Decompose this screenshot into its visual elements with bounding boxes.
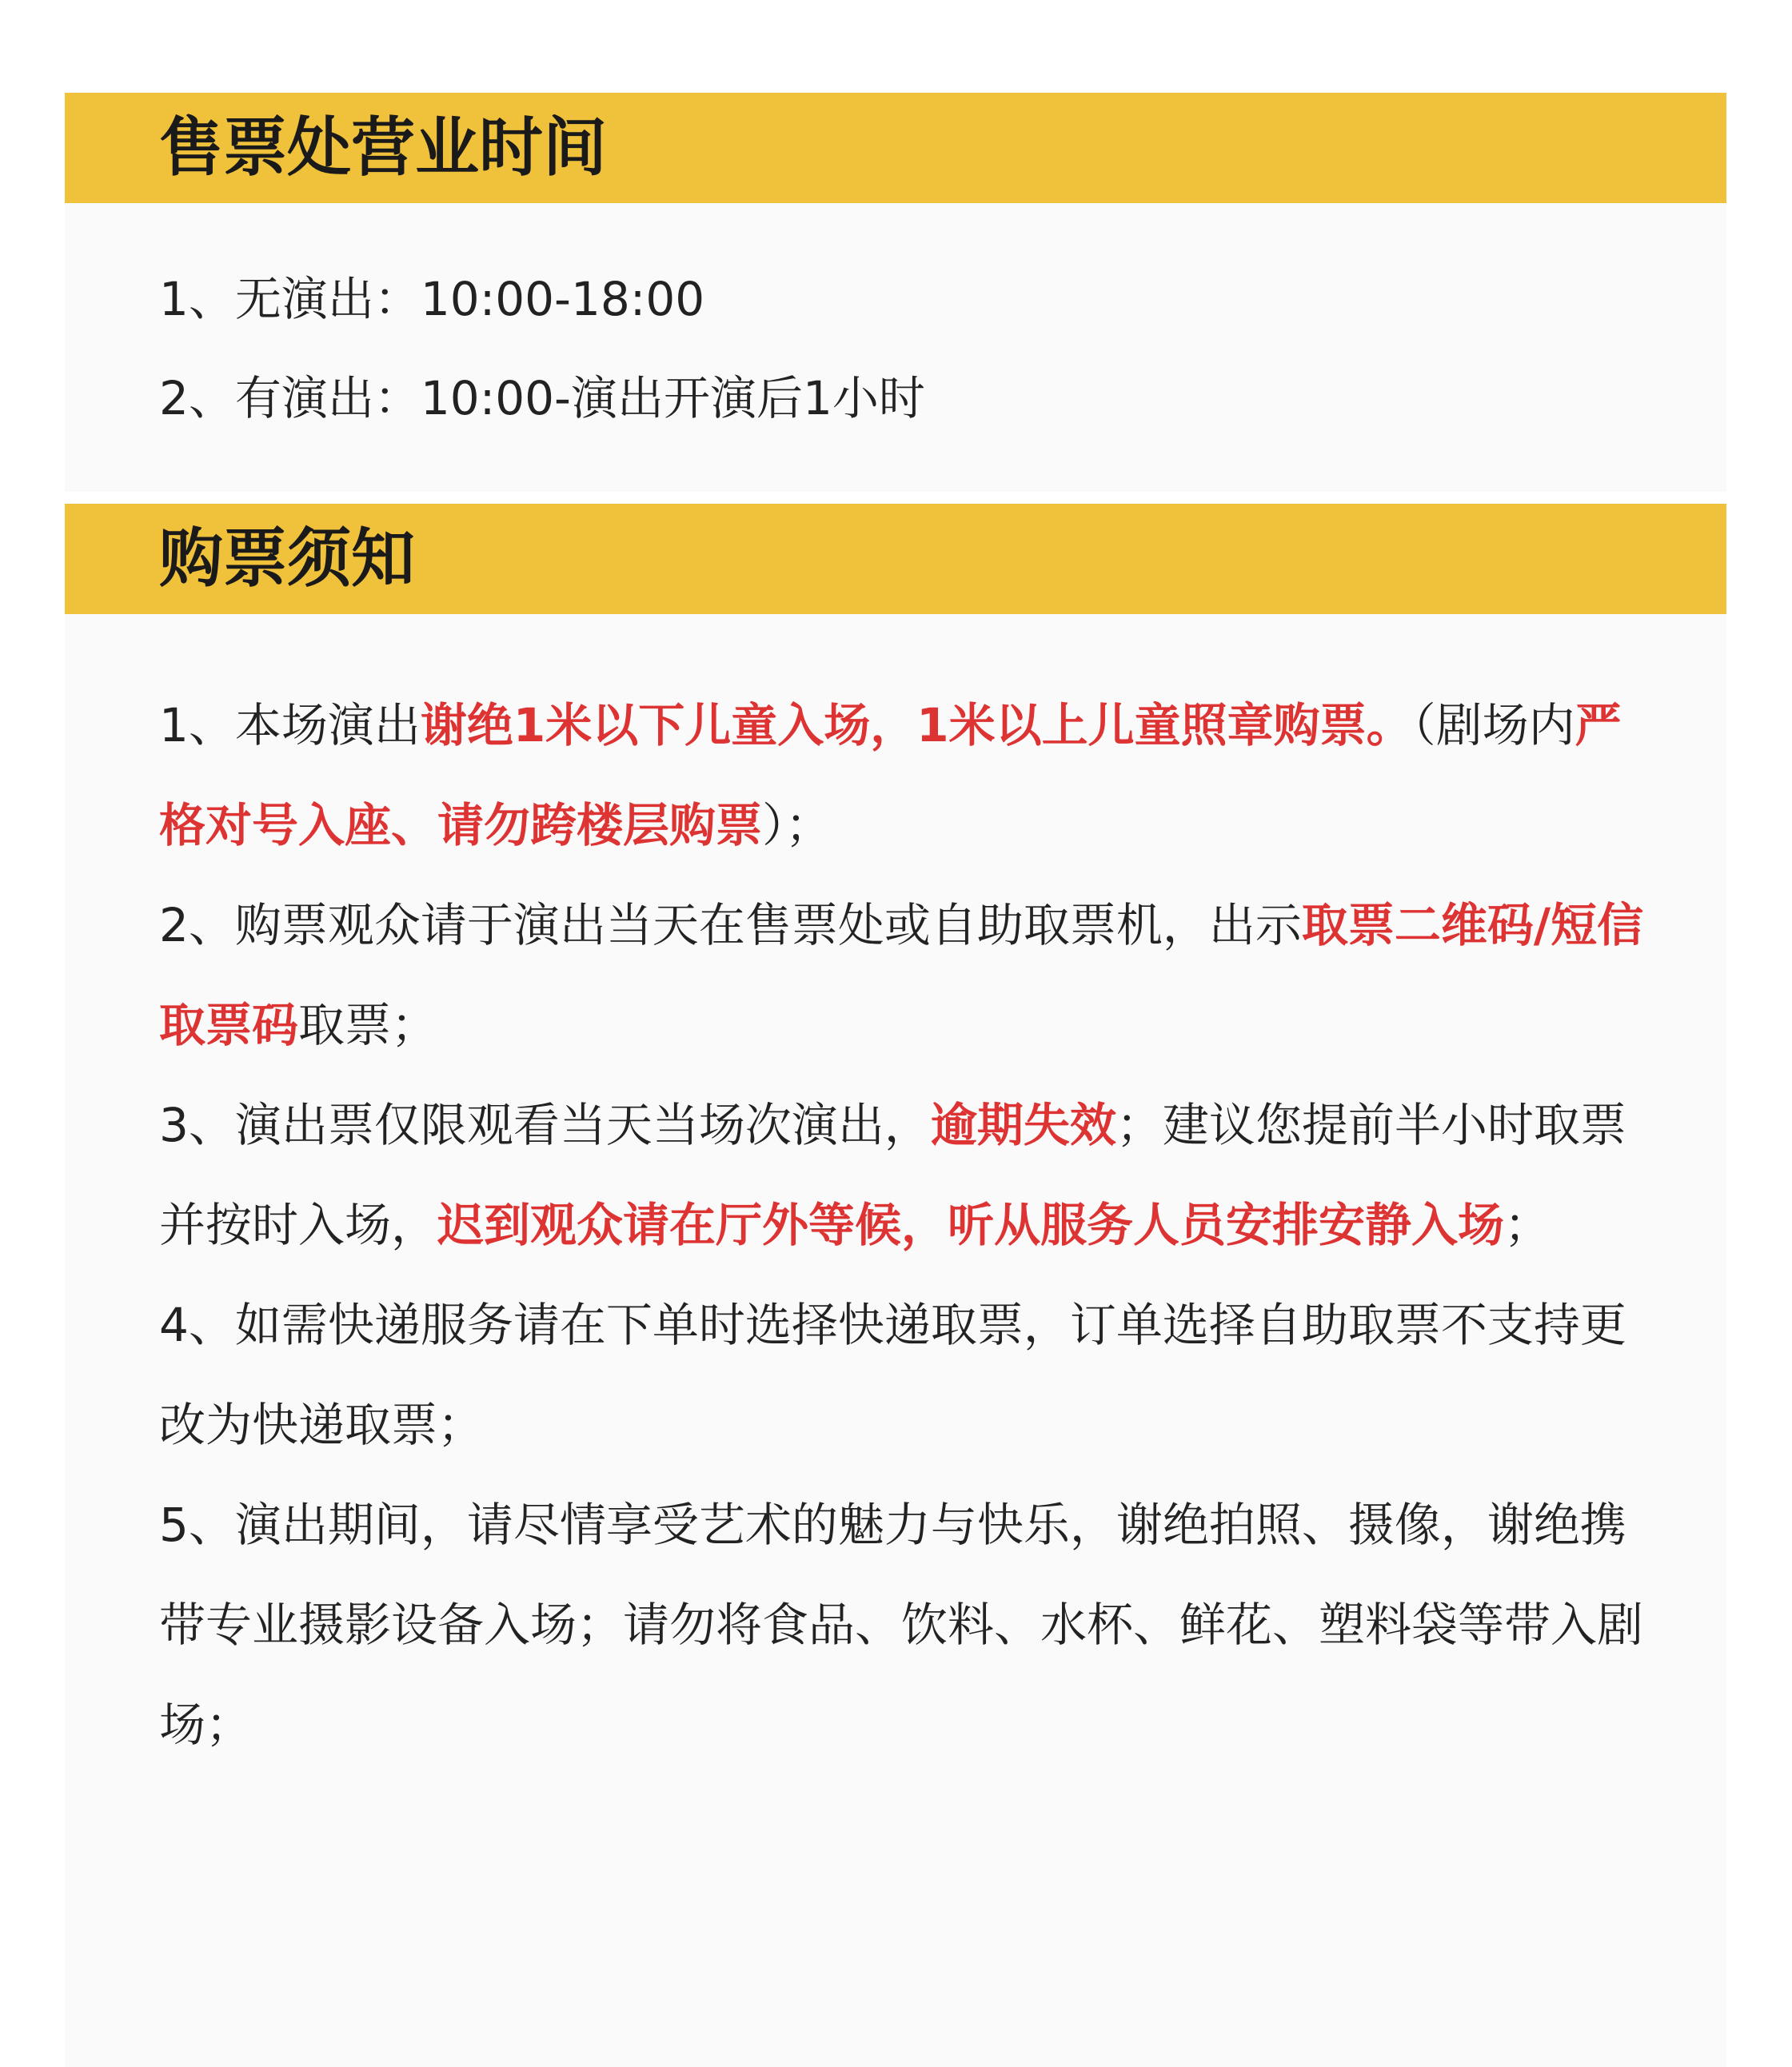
notice-1-highlight-children: 谢绝1米以下儿童入场，1米以上儿童照章购票。 bbox=[420, 698, 1413, 752]
notice-item-5: 5、演出期间，请尽情享受艺术的魅力与快乐，谢绝拍照、摄像，谢绝携带专业摄影设备入场；请勿将食品、饮料、水杯、鲜花、塑料袋等带入剧场； bbox=[159, 1498, 1644, 1752]
notice-item-3 bbox=[159, 1075, 1654, 1275]
notice-1-text-a: 1、本场演出 bbox=[159, 698, 421, 752]
notice-item-1 bbox=[159, 676, 1654, 876]
hours-list bbox=[159, 249, 1678, 448]
notice-3-text-c: ；建议您提前半小时取票并按时入场， bbox=[159, 1098, 1626, 1252]
notice-title: 购票须知 bbox=[159, 521, 415, 596]
notice-item-4: 4、如需快递服务请在下单时选择快递取票，订单选择自助取票不支持更改为快递取票； bbox=[159, 1298, 1626, 1452]
notice-3-text-e: ； bbox=[1504, 1198, 1551, 1252]
notice-1-text-c: （剧场内 bbox=[1412, 698, 1575, 752]
notice-3-highlight-expiry: 逾期失效 bbox=[930, 1098, 1116, 1152]
notice-item-2 bbox=[159, 876, 1654, 1075]
hours-header bbox=[65, 93, 1726, 203]
notice-1-text-e: ）； bbox=[762, 798, 832, 852]
notice-2-text-c: 取票； bbox=[298, 998, 438, 1052]
notice-2-highlight-code: 取票二维码/短信取票码 bbox=[159, 898, 1644, 1052]
hours-item-with-show: 2、有演出：10:00-演出开演后1小时 bbox=[159, 371, 925, 425]
hours-item-no-show: 1、无演出：10:00-18:00 bbox=[159, 272, 705, 326]
hours-title: 售票处营业时间 bbox=[159, 110, 607, 185]
notice-2-text-a: 2、购票观众请于演出当天在售票处或自助取票机，出示 bbox=[159, 898, 1302, 952]
notice-list bbox=[159, 676, 1654, 1775]
notice-1-highlight-seating: 严格对号入座、请勿跨楼层购票 bbox=[159, 698, 1622, 852]
notice-header bbox=[65, 504, 1726, 614]
notice-3-highlight-late: 迟到观众请在厅外等候，听从服务人员安排安静入场 bbox=[437, 1198, 1505, 1252]
notice-3-text-a: 3、演出票仅限观看当天当场次演出， bbox=[159, 1098, 931, 1152]
